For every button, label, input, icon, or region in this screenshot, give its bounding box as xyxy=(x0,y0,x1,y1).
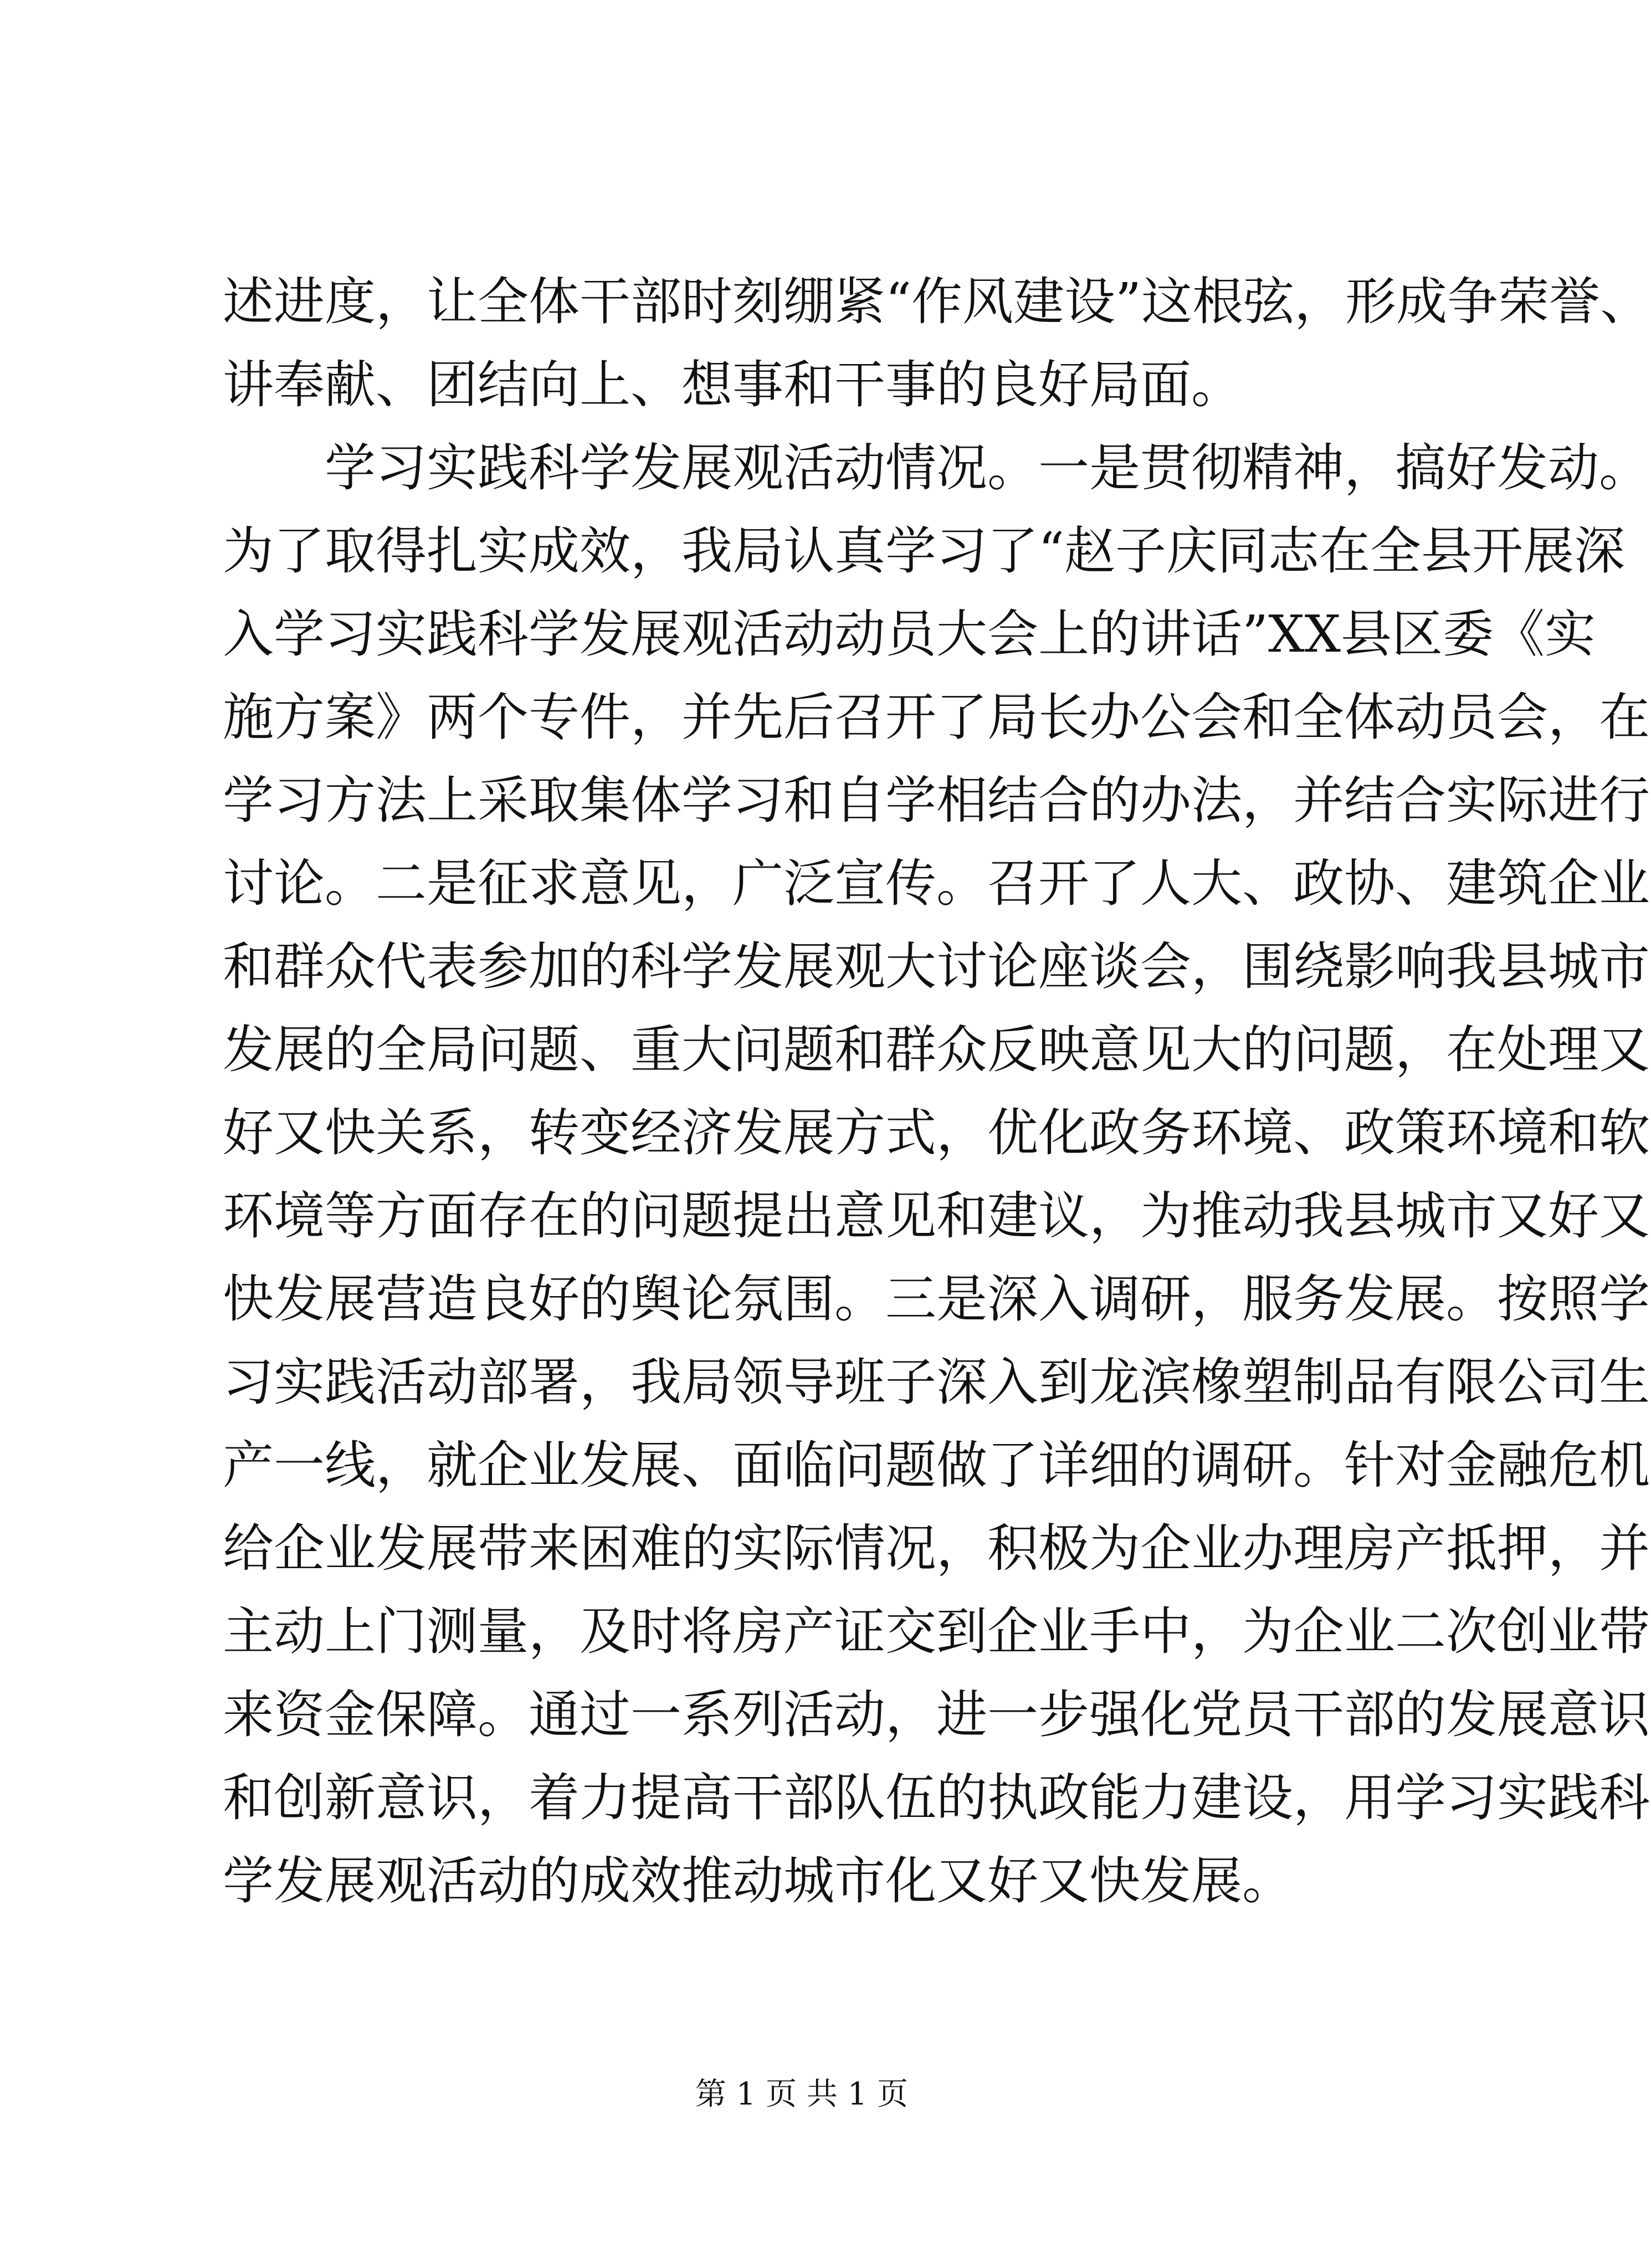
page-footer: 第 1 页 共 1 页 xyxy=(695,2076,909,2112)
text-line: 学发展观活动的成效推动城市化又好又快发展。 xyxy=(223,1851,1294,1911)
text-line: 学习方法上采取集体学习和自学相结合的办法，并结合实际进行 xyxy=(223,771,1650,830)
text-line: 快发展营造良好的舆论氛围。三是深入调研，服务发展。按照学 xyxy=(223,1269,1650,1329)
text-line: 发展的全局问题、重大问题和群众反映意见大的问题，在处理又 xyxy=(223,1020,1650,1079)
document-body xyxy=(223,260,1651,1923)
text-line: 和群众代表参加的科学发展观大讨论座谈会，围绕影响我县城市 xyxy=(223,937,1650,996)
text-line: 给企业发展带来困难的实际情况，积极为企业办理房产抵押，并 xyxy=(223,1519,1650,1578)
text-line: 学习实践科学发展观活动情况。一是贯彻精神，搞好发动。 xyxy=(223,438,1650,498)
text-line: 来资金保障。通过一系列活动，进一步强化党员干部的发展意识 xyxy=(223,1685,1650,1744)
text-line: 述进度，让全体干部时刻绷紧“作风建设”这根弦，形成争荣誉、 xyxy=(223,272,1651,331)
text-line: 和创新意识，着力提高干部队伍的执政能力建设，用学习实践科 xyxy=(223,1768,1650,1827)
text-line: 产一线，就企业发展、面临问题做了详细的调研。针对金融危机 xyxy=(223,1436,1650,1495)
text-line: 好又快关系，转变经济发展方式，优化政务环境、政策环境和软 xyxy=(223,1103,1650,1163)
text-line: 主动上门测量，及时将房产证交到企业手中，为企业二次创业带 xyxy=(223,1602,1650,1661)
text-line: 环境等方面存在的问题提出意见和建议，为推动我县城市又好又 xyxy=(223,1186,1650,1246)
text-line: 讨论。二是征求意见，广泛宣传。召开了人大、政协、建筑企业 xyxy=(223,854,1650,913)
text-line: 为了取得扎实成效，我局认真学习了“赵子庆同志在全县开展深 xyxy=(223,521,1626,581)
text-line: 习实践活动部署，我局领导班子深入到龙滨橡塑制品有限公司生 xyxy=(223,1353,1650,1412)
text-line: 入学习实践科学发展观活动动员大会上的讲话”XX县区委《实 xyxy=(223,605,1596,664)
text-line: 讲奉献、团结向上、想事和干事的良好局面。 xyxy=(223,355,1243,414)
text-line: 施方案》两个专件，并先后召开了局长办公会和全体动员会，在 xyxy=(223,688,1650,747)
